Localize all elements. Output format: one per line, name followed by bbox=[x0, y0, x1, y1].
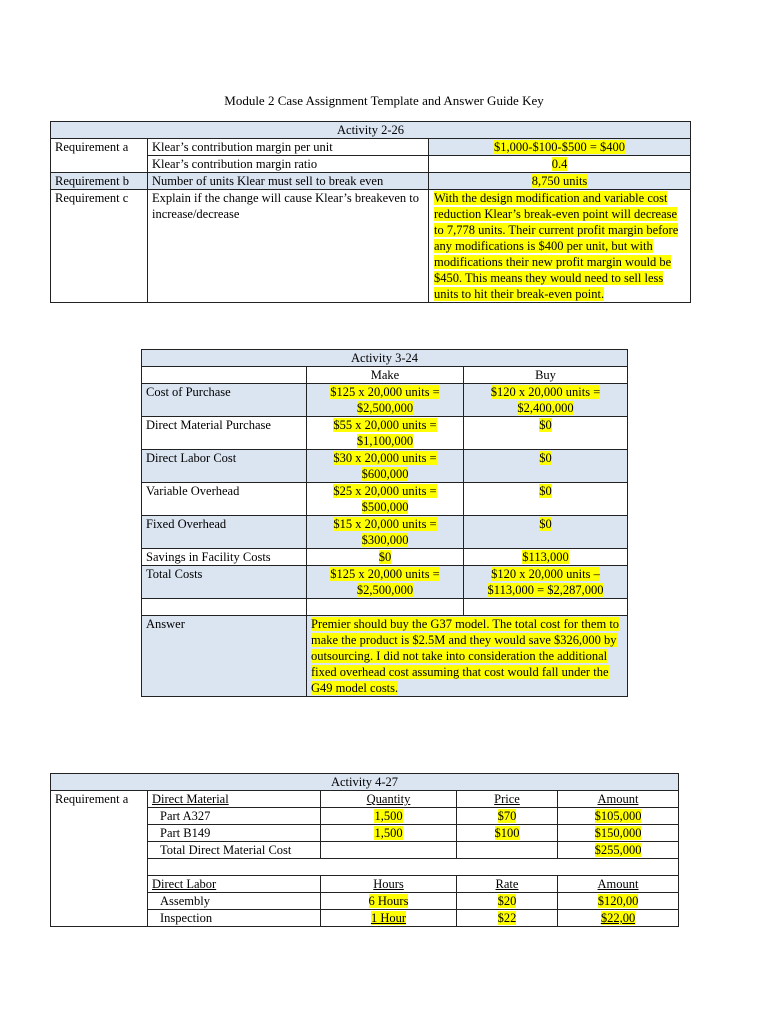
highlighted-answer: $0 bbox=[539, 484, 552, 498]
table-header: Activity 4-27 bbox=[51, 774, 679, 791]
empty-cell bbox=[148, 859, 679, 876]
empty-cell bbox=[51, 910, 148, 927]
requirement-label: Requirement a bbox=[51, 139, 148, 156]
quantity-cell: 1,500 bbox=[321, 825, 457, 842]
rate-cell: $20 bbox=[457, 893, 558, 910]
row-label: Assembly bbox=[148, 893, 321, 910]
row-label: Variable Overhead bbox=[142, 483, 307, 516]
highlighted-answer: $125 x 20,000 units = $2,500,000 bbox=[330, 567, 440, 597]
buy-cell bbox=[464, 384, 628, 417]
amount-cell: $255,000 bbox=[558, 842, 679, 859]
table-header: Activity 3-24 bbox=[142, 350, 628, 367]
empty-cell bbox=[51, 859, 148, 876]
highlighted-answer: $0 bbox=[539, 517, 552, 531]
row-label: Klear’s contribution margin per unit bbox=[148, 139, 429, 156]
section-label: Direct Material bbox=[148, 791, 321, 808]
requirement-label: Requirement b bbox=[51, 173, 148, 190]
column-header: Amount bbox=[558, 791, 679, 808]
answer-label: Answer bbox=[142, 616, 307, 697]
highlighted-answer: $25 x 20,000 units = $500,000 bbox=[333, 484, 437, 514]
empty-cell bbox=[307, 599, 464, 616]
empty-cell bbox=[142, 599, 307, 616]
amount-cell: $120,00 bbox=[558, 893, 679, 910]
table-header: Activity 2-26 bbox=[51, 122, 691, 139]
buy-cell bbox=[464, 516, 628, 549]
price-cell: $100 bbox=[457, 825, 558, 842]
row-label: Number of units Klear must sell to break even bbox=[148, 173, 429, 190]
row-label: Savings in Facility Costs bbox=[142, 549, 307, 566]
row-label: Part B149 bbox=[148, 825, 321, 842]
make-cell bbox=[307, 450, 464, 483]
highlighted-answer: $113,000 bbox=[522, 550, 569, 564]
highlighted-answer: $125 x 20,000 units = $2,500,000 bbox=[330, 385, 440, 415]
make-cell bbox=[307, 384, 464, 417]
hours-cell: 6 Hours bbox=[321, 893, 457, 910]
highlighted-answer: Premier should buy the G37 model. The total cost for them to make the product is $2.5M and they would save $326,000 by outsourcing. I did not take into consideration the additional fixed overhead cost assuming that cost would fall under the G49 model costs. bbox=[311, 617, 620, 695]
answer-cell bbox=[307, 616, 628, 697]
row-label: Cost of Purchase bbox=[142, 384, 307, 417]
buy-cell bbox=[464, 566, 628, 599]
answer-cell bbox=[429, 190, 691, 303]
make-cell bbox=[307, 417, 464, 450]
row-label: Klear’s contribution margin ratio bbox=[148, 156, 429, 173]
column-header: Hours bbox=[321, 876, 457, 893]
empty-cell bbox=[321, 842, 457, 859]
buy-cell bbox=[464, 417, 628, 450]
requirement-label: Requirement a bbox=[51, 791, 148, 808]
section-label: Direct Labor bbox=[148, 876, 321, 893]
highlighted-answer: $0 bbox=[539, 451, 552, 465]
buy-cell bbox=[464, 549, 628, 566]
empty-cell bbox=[457, 842, 558, 859]
quantity-cell: 1,500 bbox=[321, 808, 457, 825]
row-label: Explain if the change will cause Klear’s breakeven to increase/decrease bbox=[148, 190, 429, 303]
highlighted-answer: $55 x 20,000 units = $1,100,000 bbox=[333, 418, 437, 448]
make-cell bbox=[307, 516, 464, 549]
row-label: Total Costs bbox=[142, 566, 307, 599]
amount-cell: $150,000 bbox=[558, 825, 679, 842]
row-label: Part A327 bbox=[148, 808, 321, 825]
activity-4-27-table bbox=[50, 773, 679, 927]
highlighted-answer: $120 x 20,000 units – $113,000 = $2,287,000 bbox=[487, 567, 604, 597]
empty-cell bbox=[51, 893, 148, 910]
make-cell bbox=[307, 566, 464, 599]
make-cell bbox=[307, 549, 464, 566]
column-header: Quantity bbox=[321, 791, 457, 808]
column-header: Price bbox=[457, 791, 558, 808]
buy-cell bbox=[464, 483, 628, 516]
answer-cell bbox=[429, 156, 691, 173]
column-header: Amount bbox=[558, 876, 679, 893]
document-title: Module 2 Case Assignment Template and Answer Guide Key bbox=[224, 93, 544, 108]
amount-cell: $22,00 bbox=[558, 910, 679, 927]
column-header-buy: Buy bbox=[464, 367, 628, 384]
answer-cell bbox=[429, 139, 691, 156]
highlighted-answer: $30 x 20,000 units = $600,000 bbox=[333, 451, 437, 481]
column-header: Rate bbox=[457, 876, 558, 893]
row-label: Total Direct Material Cost bbox=[148, 842, 321, 859]
column-header-make: Make bbox=[307, 367, 464, 384]
highlighted-answer: 8,750 units bbox=[531, 174, 588, 188]
row-label: Direct Material Purchase bbox=[142, 417, 307, 450]
highlighted-answer: $120 x 20,000 units = $2,400,000 bbox=[490, 385, 601, 415]
highlighted-answer: $15 x 20,000 units = $300,000 bbox=[333, 517, 437, 547]
empty-cell bbox=[464, 599, 628, 616]
amount-cell: $105,000 bbox=[558, 808, 679, 825]
empty-cell bbox=[51, 825, 148, 842]
answer-cell bbox=[429, 173, 691, 190]
requirement-label: Requirement c bbox=[51, 190, 148, 303]
highlighted-answer: With the design modification and variable cost reduction Klear’s break-even point will decrease to 7,778 units. Their current profit margin before any modifications is $400 per unit, but with modifications their new profit margin would be $450. This means they would need to sell less units to hit their break-even point. bbox=[434, 191, 679, 301]
highlighted-answer: $1,000-$100-$500 = $400 bbox=[494, 140, 626, 154]
rate-cell: $22 bbox=[457, 910, 558, 927]
row-label: Inspection bbox=[148, 910, 321, 927]
requirement-label-empty bbox=[51, 156, 148, 173]
row-label: Direct Labor Cost bbox=[142, 450, 307, 483]
price-cell: $70 bbox=[457, 808, 558, 825]
activity-3-24-table bbox=[141, 349, 628, 697]
highlighted-answer: $0 bbox=[539, 418, 552, 432]
buy-cell bbox=[464, 450, 628, 483]
highlighted-answer: 0.4 bbox=[551, 157, 568, 171]
row-label: Fixed Overhead bbox=[142, 516, 307, 549]
make-cell bbox=[307, 483, 464, 516]
empty-cell bbox=[142, 367, 307, 384]
activity-2-26-table bbox=[50, 121, 691, 303]
empty-cell bbox=[51, 876, 148, 893]
empty-cell bbox=[51, 808, 148, 825]
empty-cell bbox=[51, 842, 148, 859]
highlighted-answer: $0 bbox=[378, 550, 392, 564]
hours-cell: 1 Hour bbox=[321, 910, 457, 927]
